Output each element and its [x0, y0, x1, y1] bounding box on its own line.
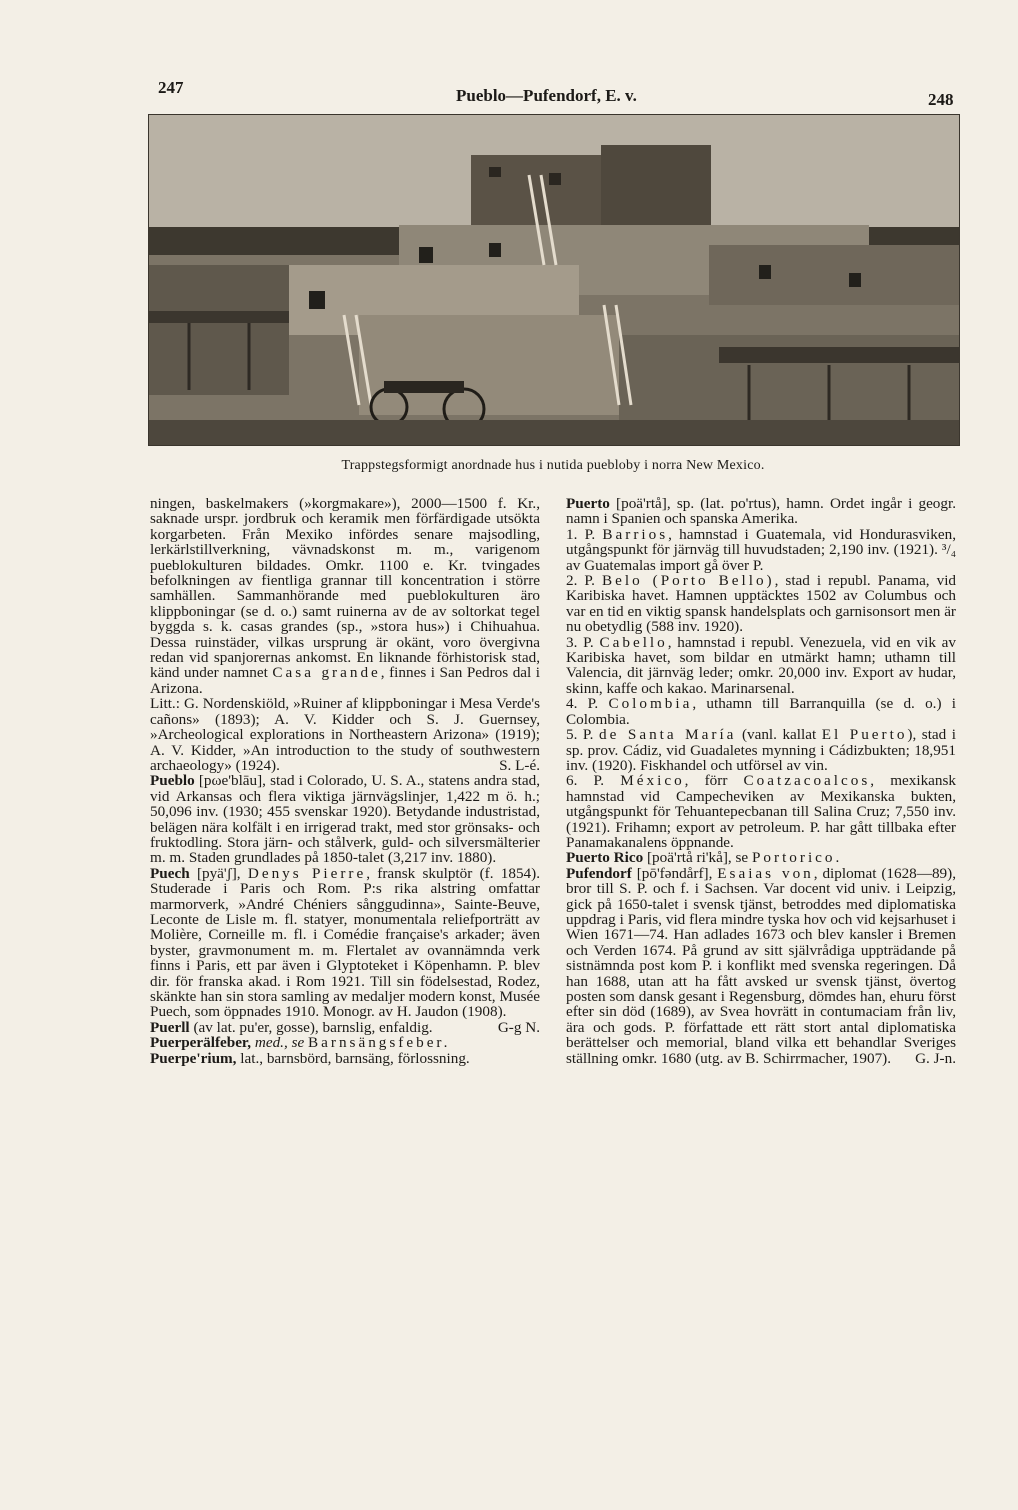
entry-pueblo-culture [150, 496, 540, 696]
body-text: med., se [254, 1034, 305, 1052]
literature-note [150, 696, 540, 773]
pronunciation: [pyä'ʃ], [196, 864, 241, 882]
body-text: , hamnstad i Guatemala, vid Hondurasviken, utgångspunkt för järnväg till huvudstaden; 2,190 inv. (1921). ³/₄ av Guatemalas import gå över P. [566, 525, 956, 574]
entry-puerto [566, 496, 956, 527]
cross-reference: Portorico. [751, 849, 843, 867]
body-text: (av lat. pu'er, gosse), barnslig, enfaldig. [193, 1018, 433, 1036]
pueblo-illustration [149, 115, 959, 445]
entry-number: 5. P. [566, 726, 594, 744]
spaced-name: de Santa María [599, 726, 737, 744]
headword: Puerpe'rium, [150, 1049, 237, 1067]
entry-puerto-barrios [566, 527, 956, 573]
body-text: ), stad i sp. prov. Cádiz, vid Guadaletes mynning i Cádizbukten; 18,951 inv. (1920). Fiskhandel och utförsel av vin. [566, 726, 957, 774]
body-text: , hamnstad i republ. Venezuela, vid en vik av Karibiska havet, som bildar en utmärkt hamn; uthamn till Valencia, dit järnväg leder; omkr. 20,000 inv. Export av hudar, skinn, kaffe och kakao. Marinarsenal. [566, 633, 957, 697]
entry-number: 3. P. [566, 633, 594, 651]
body-text: , förr [684, 772, 728, 790]
right-column [566, 496, 956, 1066]
author-signature: G-g N. [497, 1018, 540, 1036]
entry-pueblo [150, 773, 540, 865]
spaced-name: Cabello [599, 633, 668, 651]
entry-number: 2. P. [566, 572, 595, 590]
body-text: , fransk skulptör (f. 1854). Studerade i Paris och Rom. P:s rika alstring omfattar marmorverk, »André Chéniers sånggudinna», Sainte-Beuve, Leconte de Lisle m. fl. statyer, monumentala reliefporträtt av Molière, Corneille m. fl. i Comédie française's arkader; även byster, gravmonument m. m. Flertalet av ovannämnda verk finns i Paris, ett par även i Glyptoteket i Köpenhamn. P. blev dir. för franska akad. i Rom 1921. Till sin födelsestad, Rodez, skänkte han sin stora samling av medaljer modern konst, Musée Puech, som öppnades 1910. Monogr. av H. Jaudon (1908). [150, 864, 541, 1021]
entry-puerto-belo [566, 573, 956, 635]
body-text: lat., barnsbörd, barnsäng, förlossning. [240, 1049, 470, 1067]
entry-pufendorf [566, 866, 956, 1066]
headword: Puerto [566, 495, 610, 512]
body-text: , stad i republ. Panama, vid Karibiska havet. Hamnen upptäcktes 1502 av Columbus och var en tid en viktig spansk handelsplats och garnisonsort men är nu obetydlig (588 inv. 1920). [566, 572, 957, 636]
body-text: [poä'rtå], sp. (lat. po'rtus), hamn. Ordet ingår i geogr. namn i Spanien och spanska Amerika. [566, 495, 957, 528]
entry-puerperium [150, 1051, 540, 1066]
spaced-name: Esaias von [717, 864, 814, 882]
body-text: ningen, baskelmakers (»korgmakare»), 2000—1500 f. Kr., saknade urspr. jordbruk och keramik men förfärdigade utsökta korgarbeten. Från Mexiko infördes senare majsodling, lerkärlstillverkning, vävnadskonst m. m., varigenom pueblokulturen bildades. Omkr. 1100 e. Kr. tvingades befolkningen av fientliga grannar till koncentration i större samhällen. Sammanhörande med pueblokulturen äro klippboningar (se d. o.) samt ruinerna av de av soltorkat tegel byggda s. k. casas grandes (sp., »stora hus») i Chihuahua. Dessa ruinstäder, vilkas ursprung är okänt, voro övergivna redan vid spanjorernas ankomst. En liknande förhistorisk stad, känd under namnet [150, 495, 540, 682]
entry-puerto-santa-maria [566, 727, 956, 773]
cross-reference: Barnsängsfeber. [308, 1034, 451, 1052]
running-head: Pueblo—Pufendorf, E. v. [456, 86, 637, 105]
entry-puerto-colombia [566, 696, 956, 727]
spaced-name: Coatzacoalcos [743, 772, 871, 790]
headword: Puerll [150, 1018, 190, 1036]
entry-puerto-rico [566, 850, 956, 865]
left-column [150, 496, 540, 1066]
entry-number: 1. P. [566, 525, 596, 543]
headword: Puerperälfeber, [150, 1034, 252, 1052]
author-signature: S. L-é. [499, 756, 540, 774]
body-text: [poä'rtå ri'kå], se [646, 849, 749, 867]
spaced-name: Belo (Porto Bello) [601, 572, 775, 590]
entry-puerperalfeber [150, 1035, 540, 1050]
author-signature: G. J-n. [915, 1049, 956, 1067]
body-text: [pωe'blāu], stad i Colorado, U. S. A., statens andra stad, vid Arkansas och flera viktiga järnvägslinjer, 1,422 m ö. h.; 50,096 inv. (1930; 455 svenskar 1920). Betydande industristad, belägen nära kolfält i en irrigerad trakt, med stor grönsaks- och fruktodling. Stora järn- och stålverk, guld- och silversmälterier m. m. Staden grundlades på 1850-talet (3,217 inv. 1880). [150, 772, 541, 867]
spaced-name: México [620, 772, 685, 790]
entry-puerto-cabello [566, 635, 956, 697]
pueblo-photograph [148, 114, 960, 446]
headword: Puech [150, 864, 190, 882]
headword: Pueblo [150, 772, 195, 790]
page-number-right: 248 [928, 90, 954, 109]
entry-puerto-mexico [566, 773, 956, 850]
body-text: , finnes i San Pedros dal i Arizona. [150, 664, 540, 697]
spaced-name: Casa grande [272, 664, 381, 682]
figure-caption: Trappstegsformigt anordnade hus i nutida puebloby i norra New Mexico. [341, 458, 765, 473]
headword: Puerto Rico [566, 849, 644, 867]
page-header [0, 74, 1018, 109]
entry-number: 4. P. [566, 695, 599, 713]
body-text: Litt.: G. Nordenskiöld, »Ruiner af klippboningar i Mesa Verde's cañons» (1893); A. V. Kidder och S. J. Guernsey, »Archeological explorations in Northeastern Arizona» (1919); A. V. Kidder, »An introduction to the study of southwestern archaeology» (1924). [150, 695, 540, 774]
body-text: , mexikansk hamnstad vid Campecheviken av Mexikanska bukten, utgångspunkt för Tehuantepecbanan till Salina Cruz; 7,550 inv. (1921). Frihamn; export av petroleum. P. har gått tillbaka efter Panamakanalens öppnande. [566, 772, 957, 851]
spaced-name: Denys Pierre [247, 864, 367, 882]
spaced-name: Barrios [602, 525, 669, 543]
entry-puerll [150, 1020, 540, 1035]
spaced-name: El Puerto [821, 726, 908, 744]
body-text: , uthamn till Barranquilla (se d. o.) i Colombia. [566, 695, 957, 728]
page-number-left: 247 [158, 78, 184, 97]
body-text: , diplomat (1628—89), bror till S. P. och f. i Sachsen. Var docent vid univ. i Leipzig, gick på 1650-talet i svensk tjänst, betroddes med diplomatiska uppdrag i Paris, vid flera mindre tyska hov och vid kejsarhuset i Wien 1671—74. Han adlades 1673 och blev kansler i Bremen och Verden 1674. På grund av sitt självrådiga uppträdande på sistnämnda post kom P. i konflikt med svenska regeringen. Då han 1688, utan att ha fått avsked ur svensk tjänst, övertog posten som dansk gesant i Regensburg, dömdes han, ehuru först efter sin död (1689), av Svea hovrätt in contumaciam från liv, ära och gods. P. författade ett rätt stort antal diplomatiska berättelser och memorial, bland vilka ett behandlar Sveriges ställning omkr. 1680 (utg. av B. Schirrmacher, 1907). [566, 864, 956, 1067]
body-text: (vanl. kallat [741, 726, 817, 744]
pronunciation: [pō'fəndårf], [636, 864, 713, 882]
headword: Pufendorf [566, 864, 632, 882]
spaced-name: Colombia [608, 695, 693, 713]
entry-number: 6. P. [566, 772, 605, 790]
